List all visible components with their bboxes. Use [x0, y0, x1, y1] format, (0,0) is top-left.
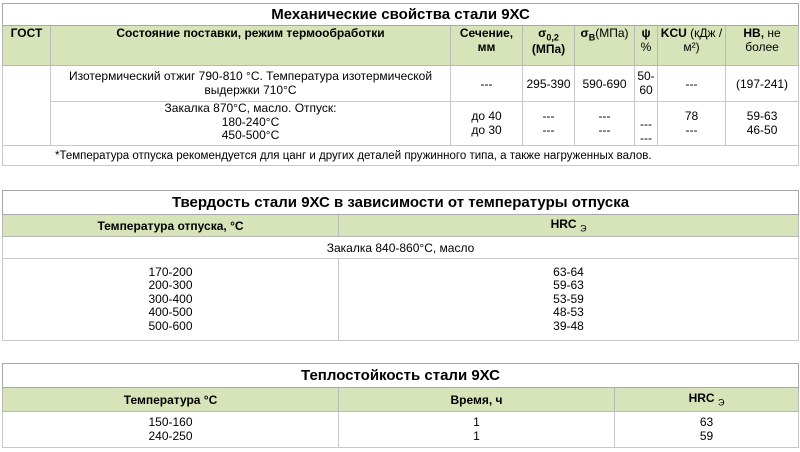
hardness-table-title: Твердость стали 9ХС в зависимости от температуры отпуска: [3, 191, 799, 215]
heat-resistance-table: [2, 363, 799, 448]
table-row: [3, 102, 799, 146]
kcu-cell: 78 ---: [658, 102, 726, 146]
kcu-unit: (кДж / м²): [683, 26, 723, 54]
list-item: 150-160: [148, 415, 193, 429]
sigma02-cell: 295-390: [523, 66, 575, 102]
section-cell: до 40 до 30: [451, 102, 523, 146]
gost-cell: [3, 66, 51, 146]
col-time: Время, ч: [339, 388, 615, 412]
col-hrc: [615, 388, 799, 412]
heat-times-cell: [339, 412, 615, 448]
hb-cell: (197-241): [726, 66, 799, 102]
sigma02-cell: --- ---: [523, 102, 575, 146]
list-item: 1: [473, 428, 480, 443]
psi-cell: 50- 60: [635, 66, 658, 102]
list-item: 300-400: [148, 291, 193, 306]
table-row: [3, 412, 799, 448]
sigmab-cell: 590-690: [575, 66, 635, 102]
list-item: 59-63: [553, 278, 584, 293]
hrc-subscript: Э: [717, 397, 725, 408]
col-gost: ГОСТ: [3, 26, 51, 66]
col-kcu: [658, 26, 726, 66]
list-item: 63-64: [553, 264, 584, 279]
psi-cell: --- ---: [635, 102, 658, 146]
section-cell: ---: [451, 66, 523, 102]
col-section: Сечение, мм: [451, 26, 523, 66]
list-item: 500-600: [148, 318, 193, 333]
list-item: 170-200: [148, 264, 193, 279]
sigma02-symbol: σ: [538, 26, 547, 40]
hrc-values-cell: [339, 259, 799, 341]
sigma02-subscript: 0,2: [546, 32, 559, 43]
kcu-symbol: KCU: [660, 26, 687, 40]
heat-temps-cell: [3, 412, 339, 448]
quench-subheader: Закалка 840-860°С, масло: [3, 237, 799, 259]
list-item: 59: [699, 428, 714, 443]
list-item: 39-48: [553, 318, 584, 333]
col-temper-temp: Температура отпуска, °С: [3, 215, 339, 237]
hb-cell: 59-63 46-50: [726, 102, 799, 146]
footnote: *Температура отпуска рекомендуется для цанг и других деталей пружинного типа, а также нагруженных валов.: [3, 146, 799, 166]
list-item: 240-250: [148, 428, 193, 443]
sigmab-unit: (МПа): [595, 26, 629, 40]
hardness-table: [2, 190, 799, 341]
col-temperature: Температура °С: [3, 388, 339, 412]
col-psi: [635, 26, 658, 66]
list-item: 53-59: [553, 291, 584, 306]
heat-table-title: Теплостойкость стали 9ХС: [3, 364, 799, 388]
col-hb: [726, 26, 799, 66]
sigmab-cell: --- ---: [575, 102, 635, 146]
hrc-subscript: Э: [579, 223, 587, 234]
state-cell-annealing: Изотермический отжиг 790-810 °С. Температура изотермической выдержки 710°С: [51, 66, 451, 102]
table-row: [3, 259, 799, 341]
psi-symbol: ψ: [641, 26, 651, 40]
hrc-label: HRC: [550, 217, 577, 232]
sigmab-subscript: В: [588, 32, 596, 43]
col-sigmab: [575, 26, 635, 66]
col-hrc: [339, 215, 799, 237]
hb-unit: не более: [745, 26, 781, 54]
list-item: 63: [699, 415, 714, 429]
heat-hrc-cell: [615, 412, 799, 448]
list-item: 1: [473, 415, 480, 429]
kcu-cell: ---: [658, 66, 726, 102]
temper-temps-cell: [3, 259, 339, 341]
col-sigma02: [523, 26, 575, 66]
col-state: Состояние поставки, режим термообработки: [51, 26, 451, 66]
hrc-label: HRC: [688, 391, 715, 406]
sigma02-unit: (МПа): [531, 42, 566, 57]
list-item: 48-53: [553, 305, 584, 320]
state-cell-quench: Закалка 870°С, масло. Отпуск: 180-240°С 450-500°С: [51, 102, 451, 146]
psi-unit: %: [640, 40, 652, 54]
mech-table-title: Механические свойства стали 9ХС: [3, 4, 799, 26]
sigmab-symbol: σ: [580, 26, 589, 40]
hb-symbol: HB,: [743, 26, 765, 40]
mechanical-properties-table: [2, 3, 799, 166]
table-row: [3, 66, 799, 102]
list-item: 200-300: [148, 278, 193, 293]
list-item: 400-500: [148, 305, 193, 320]
